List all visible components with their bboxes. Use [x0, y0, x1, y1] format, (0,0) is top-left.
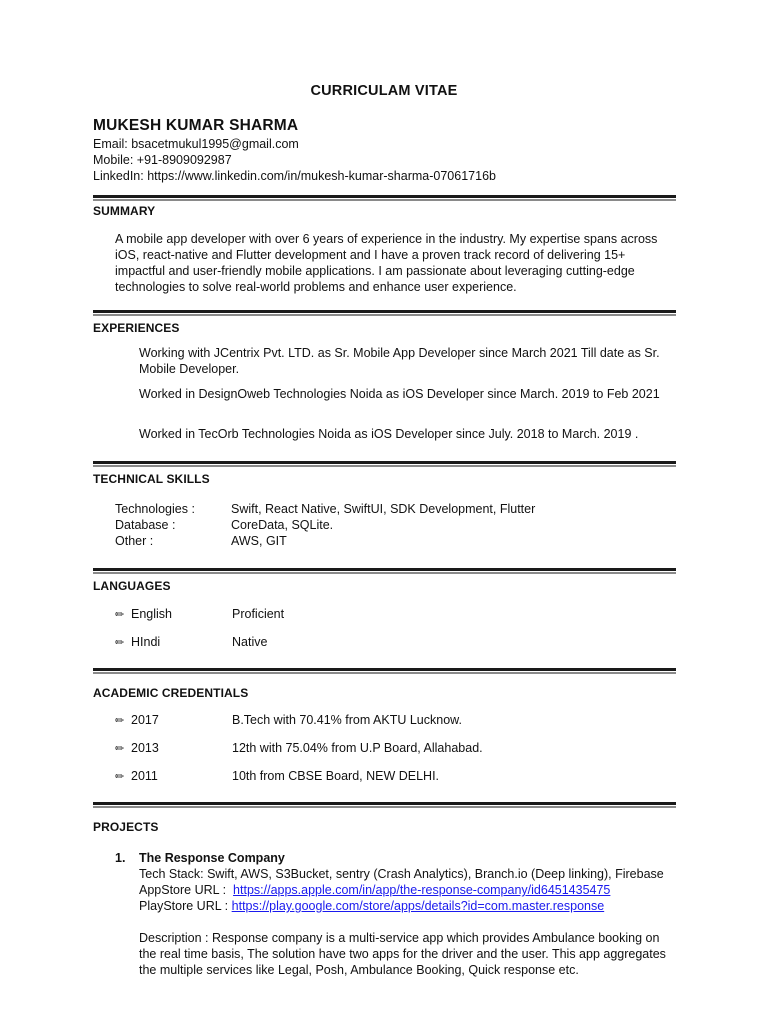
- experience-item: Working with JCentrix Pvt. LTD. as Sr. Mobile App Developer since March 2021 Till date as Sr. Mobile Developer.: [139, 346, 660, 376]
- pencil-icon: ✏: [115, 609, 125, 621]
- academic-item: [115, 768, 158, 785]
- section-divider: [93, 461, 676, 467]
- skill-value: CoreData, SQLite.: [231, 518, 334, 532]
- playstore-line: [139, 898, 604, 914]
- academic-item: [115, 712, 159, 729]
- academic-detail: 12th with 75.04% from U.P Board, Allahabad.: [232, 741, 483, 755]
- playstore-label: PlayStore URL :: [139, 899, 229, 913]
- academic-detail: 10th from CBSE Board, NEW DELHI.: [232, 769, 440, 783]
- experiences-heading: EXPERIENCES: [93, 321, 180, 335]
- project-description: Description : Response company is a multi-service app which provides Ambulance booking on the real time basis, The solution have two apps for the driver and the user. This app aggregates the multiple services like Legal, Posh, Ambulance Booking, Quick response etc.: [139, 931, 666, 977]
- academic-item: [115, 740, 159, 757]
- skill-value: Swift, React Native, SwiftUI, SDK Development, Flutter: [231, 502, 536, 516]
- linkedin-line: LinkedIn: https://www.linkedin.com/in/mukesh-kumar-sharma-07061716b: [93, 169, 496, 183]
- language-level: Native: [232, 635, 268, 649]
- project-tech-stack: Tech Stack: Swift, AWS, S3Bucket, sentry (Crash Analytics), Branch.io (Deep linking), Firebase: [139, 867, 664, 881]
- appstore-line: [139, 882, 610, 898]
- language-item: [115, 606, 172, 623]
- skill-label: Other :: [115, 534, 154, 548]
- summary-heading: SUMMARY: [93, 204, 156, 218]
- language-level: Proficient: [232, 607, 285, 621]
- playstore-link[interactable]: https://play.google.com/store/apps/details?id=com.master.response: [231, 899, 605, 913]
- section-divider: [93, 195, 676, 201]
- pencil-icon: ✏: [115, 715, 125, 727]
- experience-item: Worked in TecOrb Technologies Noida as iOS Developer since July. 2018 to March. 2019 .: [139, 427, 639, 441]
- academics-heading: ACADEMIC CREDENTIALS: [93, 686, 249, 700]
- language-item: [115, 634, 160, 651]
- project-title: The Response Company: [139, 851, 285, 865]
- pencil-icon: ✏: [115, 743, 125, 755]
- skill-value: AWS, GIT: [231, 534, 287, 548]
- skills-heading: TECHNICAL SKILLS: [93, 472, 210, 486]
- academic-year: 2017: [131, 713, 159, 727]
- academic-year: 2013: [131, 741, 159, 755]
- mobile-line: Mobile: +91-8909092987: [93, 153, 232, 167]
- section-divider: [93, 310, 676, 316]
- appstore-label: AppStore URL :: [139, 883, 227, 897]
- pencil-icon: ✏: [115, 637, 125, 649]
- email-line: Email: bsacetmukul1995@gmail.com: [93, 137, 299, 151]
- skill-label: Technologies :: [115, 502, 195, 516]
- academic-detail: B.Tech with 70.41% from AKTU Lucknow.: [232, 713, 462, 727]
- candidate-name: MUKESH KUMAR SHARMA: [93, 117, 299, 134]
- summary-text: A mobile app developer with over 6 years of experience in the industry. My expertise spans across iOS, react-native and Flutter development and I have a proven track record of delivering 15+ impactful and user-friendly mobile applications. I am passionate about leveraging cutting-edge technologies to solve real-world problems and enhance user experience.: [115, 232, 658, 294]
- languages-heading: LANGUAGES: [93, 579, 171, 593]
- language-name: English: [131, 607, 172, 621]
- appstore-link[interactable]: https://apps.apple.com/in/app/the-response-company/id6451435475: [233, 883, 611, 897]
- project-number: 1.: [115, 851, 126, 865]
- academic-year: 2011: [131, 769, 158, 783]
- pencil-icon: ✏: [115, 771, 125, 783]
- skill-label: Database :: [115, 518, 176, 532]
- section-divider: [93, 802, 676, 808]
- language-name: HIndi: [131, 635, 161, 649]
- projects-heading: PROJECTS: [93, 820, 159, 834]
- section-divider: [93, 568, 676, 574]
- section-divider: [93, 668, 676, 674]
- document-title: CURRICULAM VITAE: [310, 83, 458, 99]
- experience-item: Worked in DesignOweb Technologies Noida as iOS Developer since March. 2019 to Feb 2021: [139, 387, 660, 401]
